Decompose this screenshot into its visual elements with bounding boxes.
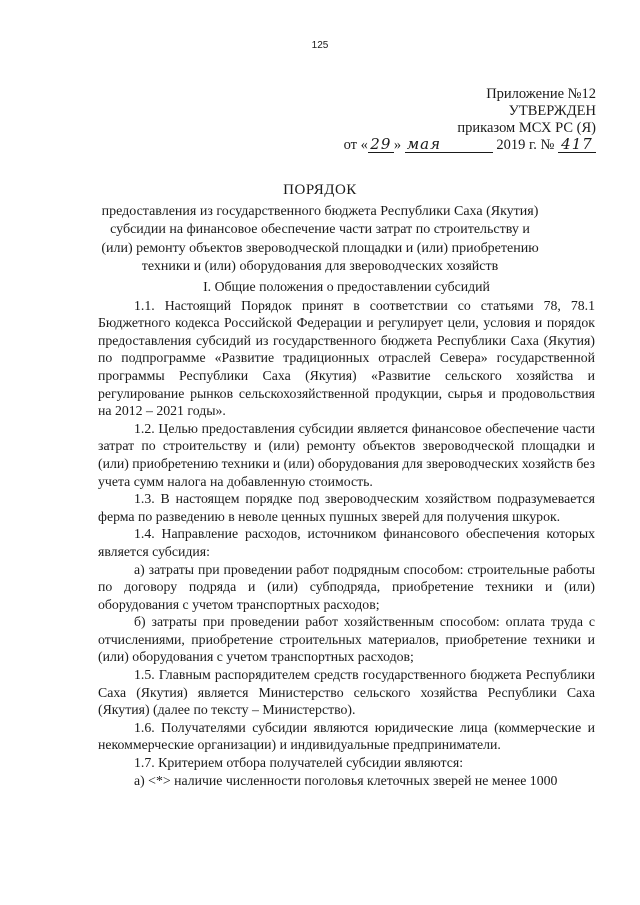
handwritten-month: мая [405,137,493,153]
subtitle-line: субсидии на финансовое обеспечение части затрат по строительству и [110,222,530,237]
paragraph-1-1: 1.1. Настоящий Порядок принят в соответствии со статьями 78, 78.1 Бюджетного кодекса Российской Федерации и регулирует цели, условия и порядок предоставления субсидий из государственного бюджета Республики Саха (Якутия) по подпрограмме «Развитие традиционных отраслей Севера» государственной программы Республики Саха (Якутия) «Развитие сельского хозяйства и регулирование рынков сельскохозяйственной продукции, сырья и продовольствия на 2012 – 2021 годы». [98,297,595,419]
subtitle-line: предоставления из государственного бюджета Республики Саха (Якутия) [101,203,539,219]
appendix-label: Приложение №12 [486,86,596,102]
approval-block [344,86,596,154]
paragraph-1-6: 1.6. Получателями субсидии являются юридические лица (коммерческие и некоммерческие организации) и индивидуальные предприниматели. [98,719,595,753]
paragraph-1-4-b: б) затраты при проведении работ хозяйственным способом: оплата труда с отчислениями, приобретение строительных материалов, приобретение техники и (или) оборудования с учетом транспортных расходов; [98,614,595,665]
order-label: приказом МСХ РС (Я) [457,120,596,136]
paragraph-1-7: 1.7. Критерием отбора получателей субсидии являются: [134,755,464,771]
date-mid: » [393,137,402,153]
paragraph-1-4: 1.4. Направление расходов, источником финансового обеспечения которых является субсидия: [98,526,595,559]
document-body [98,278,595,789]
subtitle-line: (или) ремонту объектов звероводческой площадки и (или) приобретению [101,240,539,256]
paragraph-1-5: 1.5. Главным распорядителем средств государственного бюджета Республики Саха (Якутия) является Министерство сельского хозяйства Республики Саха (Якутия) (далее по тексту – Министерство). [98,667,595,718]
order-date-line [344,137,596,154]
paragraph-1-3: 1.3. В настоящем порядке под звероводческим хозяйством подразумевается ферма по разведению в неволе ценных пушных зверей для получения шкурок. [98,491,595,524]
date-prefix: от « [343,137,368,153]
handwritten-day: 29 [368,137,394,153]
subtitle-line: техники и (или) оборудования для звероводческих хозяйств [141,259,499,274]
paragraph-1-7-a: а) <*> наличие численности поголовья клеточных зверей не менее 1000 [134,772,558,788]
document-title: ПОРЯДОК [283,182,357,198]
paragraph-1-2: 1.2. Целью предоставления субсидии является финансовое обеспечение части затрат по строительству и (или) ремонту объектов звероводческой площадки и (или) приобретению техники и (или) оборудования для звероводческих хозяйств без учета сумм налога на добавленную стоимость. [98,420,595,489]
section-heading: I. Общие положения о предоставлении субсидий [203,279,490,294]
approved-label: УТВЕРЖДЕН [508,103,596,119]
handwritten-order-number: 417 [558,137,596,153]
page-number: 125 [311,40,329,51]
document-title-block [60,181,580,277]
paragraph-1-4-a: а) затраты при проведении работ подрядным способом: строительные работы по договору подряда и (или) субподряда, приобретение техники и (или) оборудования с учетом транспортных расходов; [98,561,595,612]
order-year: 2019 г. № [496,137,555,153]
